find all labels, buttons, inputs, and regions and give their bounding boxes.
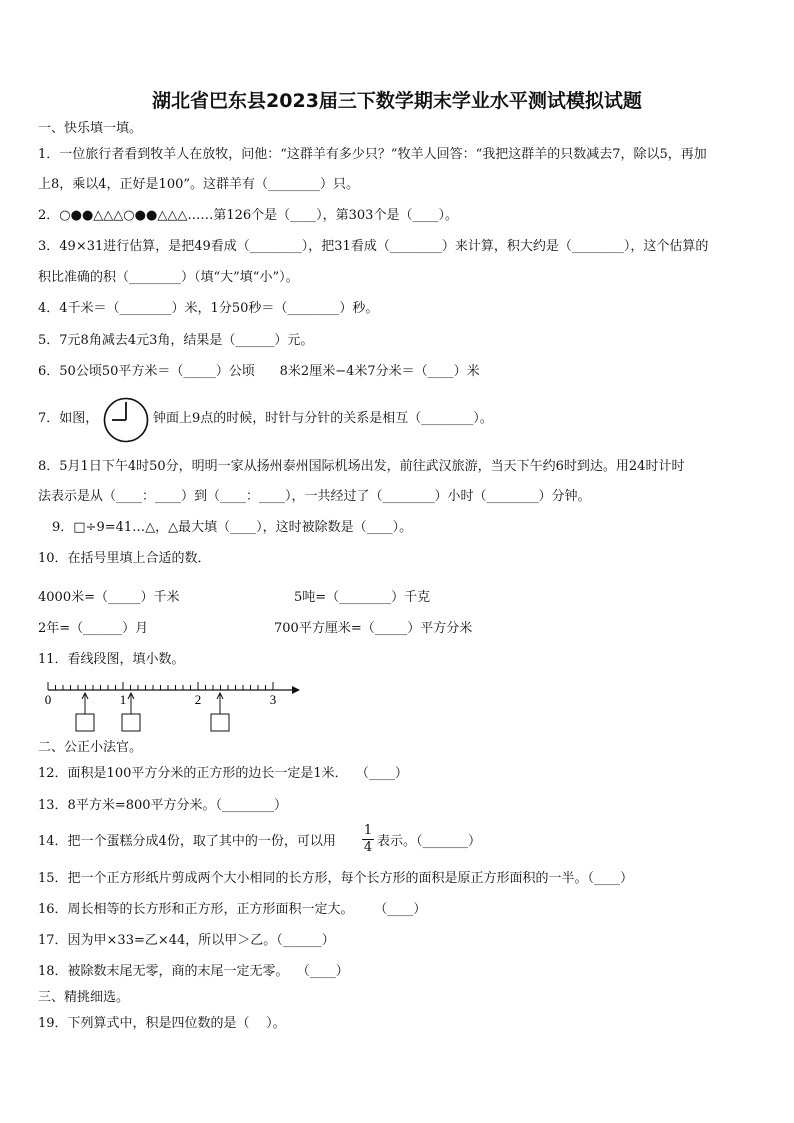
number-line-label-3: 3 xyxy=(269,692,277,707)
question-15: 15．把一个正方形纸片剪成两个大小相同的长方形，每个长方形的面积是原正方形面积的一半。（____） xyxy=(38,871,634,886)
section-1-heading: 一、快乐填一填。 xyxy=(38,121,143,136)
clock-icon xyxy=(103,397,149,443)
number-line-label-1: 1 xyxy=(119,692,127,707)
question-1-line-2: 上8，乘以4，正好是100”。这群羊有（________）只。 xyxy=(38,177,360,192)
number-line-label-2: 2 xyxy=(194,692,202,707)
fraction-numerator: 1 xyxy=(363,823,373,838)
question-6: 6．50公顷50平方米＝（_____）公顷 8米2厘米−4米7分米＝（____）米 xyxy=(38,364,480,379)
fraction-one-quarter xyxy=(362,823,374,856)
question-17: 17．因为甲×33=乙×44，所以甲＞乙。（______） xyxy=(38,933,335,948)
question-10-item-2: 5吨=（________）千克 xyxy=(294,590,431,605)
answer-box-2 xyxy=(122,714,140,731)
fraction-denominator: 4 xyxy=(363,840,373,855)
question-8-line-2: 法表示是从（____：____）到（____：____），一共经过了（________）小时（________）分钟。 xyxy=(38,489,591,504)
question-5: 5．7元8角减去4元3角，结果是（______）元。 xyxy=(38,333,314,348)
question-14-suffix: 表示。（_______） xyxy=(377,834,482,849)
section-3-heading: 三、精挑细选。 xyxy=(38,990,130,1005)
question-14-prefix: 14．把一个蛋糕分成4份，取了其中的一份，可以用 xyxy=(38,834,336,849)
question-10-item-1: 4000米=（_____）千米 xyxy=(38,590,180,605)
question-3-line-1: 3．49×31进行估算，是把49看成（________），把31看成（________）来计算，积大约是（________），这个估算的 xyxy=(38,239,709,254)
question-13: 13．8平方米=800平方分米。（________） xyxy=(38,798,288,813)
question-19: 19．下列算式中，积是四位数的是（ ）。 xyxy=(38,1016,286,1031)
question-10-item-3: 2年=（______）月 xyxy=(38,621,149,636)
number-line xyxy=(36,680,316,740)
question-9: 9．□÷9=41…△，△最大填（____），这时被除数是（____）。 xyxy=(52,520,413,535)
question-10: 10．在括号里填上合适的数． xyxy=(38,551,211,566)
question-16: 16．周长相等的长方形和正方形，正方形面积一定大。 （____） xyxy=(38,902,427,917)
question-1-line-1: 1．一位旅行者看到牧羊人在放牧，问他：“这群羊有多少只？”牧羊人回答：“我把这群羊的只数减去7，除以5，再加 xyxy=(38,147,707,162)
answer-box-1 xyxy=(76,714,94,731)
number-line-label-0: 0 xyxy=(44,692,52,707)
question-7-suffix: 钟面上9点的时候，时针与分针的关系是相互（________）。 xyxy=(153,411,493,426)
question-12: 12．面积是100平方分米的正方形的边长一定是1米． （____） xyxy=(38,766,408,781)
question-7-prefix: 7．如图， xyxy=(38,411,99,426)
question-8-line-1: 8．5月1日下午4时50分，明明一家从扬州泰州国际机场出发，前往武汉旅游，当天下午约6时到达。用24时计时 xyxy=(38,459,685,474)
question-2: 2．○●●△△△○●●△△△……第126个是（____），第303个是（____）。 xyxy=(38,208,458,223)
question-18: 18．被除数末尾无零，商的末尾一定无零。 （____） xyxy=(38,964,349,979)
page-title: 湖北省巴东县2023届三下数学期末学业水平测试模拟试题 xyxy=(152,90,642,112)
question-3-line-2: 积比准确的积（________）（填“大”填“小”）。 xyxy=(38,270,299,285)
section-2-heading: 二、公正小法官。 xyxy=(38,740,143,755)
question-10-item-4: 700平方厘米=（_____）平方分米 xyxy=(274,621,473,636)
answer-box-3 xyxy=(211,714,229,731)
question-11: 11．看线段图，填小数。 xyxy=(38,652,185,667)
question-4: 4．4千米＝（________）米，1分50秒＝（________）秒。 xyxy=(38,301,379,316)
